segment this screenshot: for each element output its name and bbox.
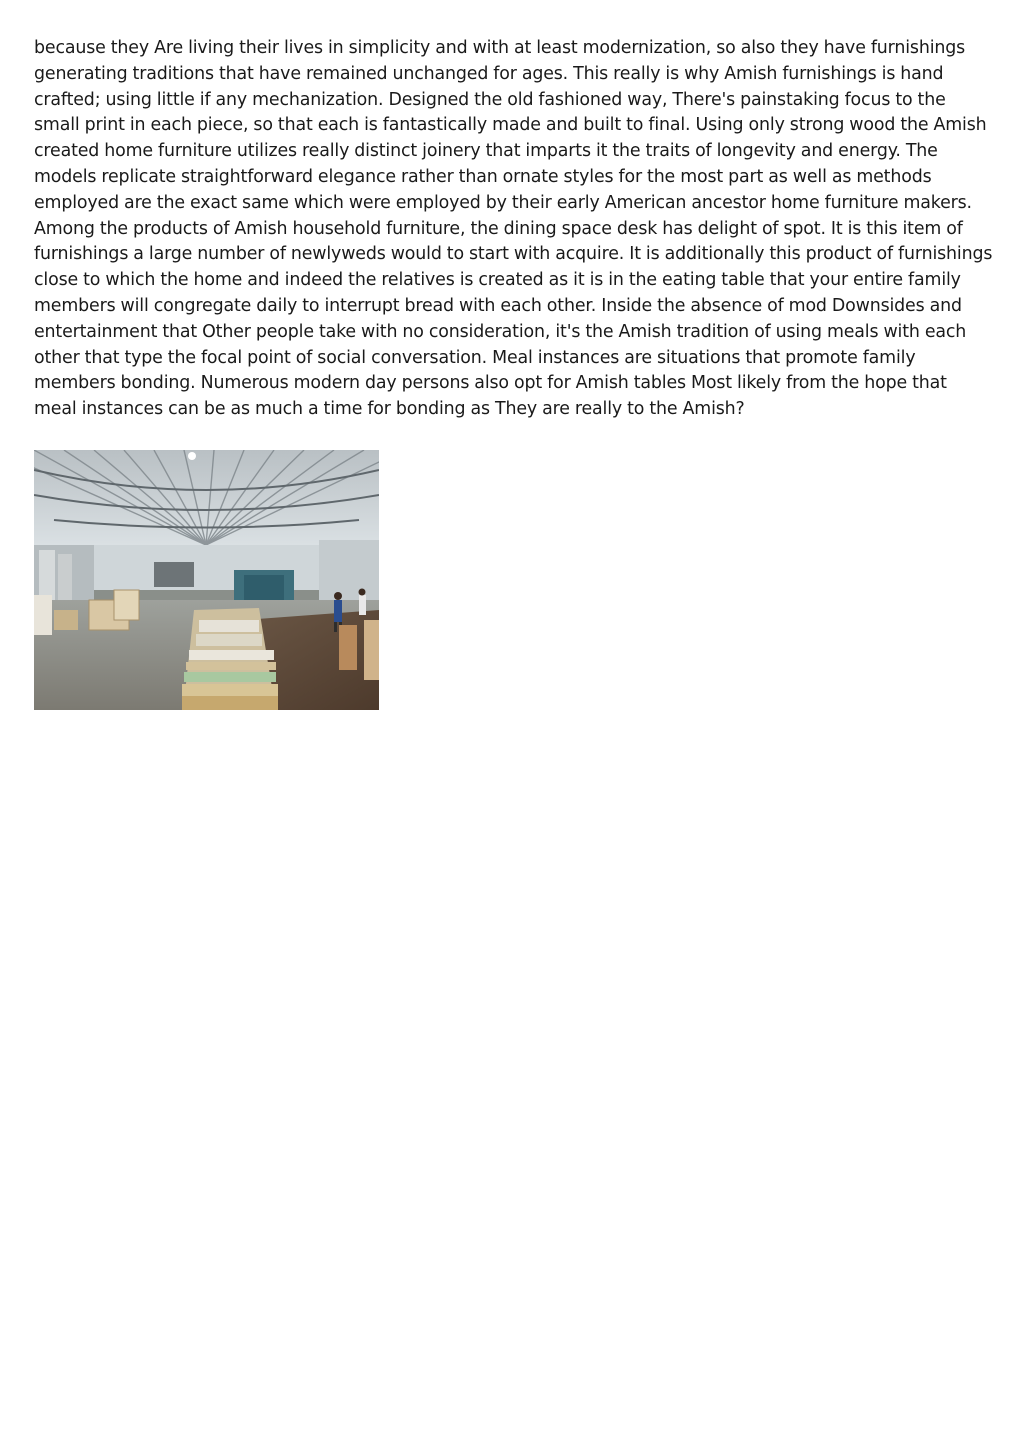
article-paragraph: because they Are living their lives in simplicity and with at least modernization, so also they have furnishings generating traditions that have remained unchanged for ages. This really is why Amish furnishings is hand crafted; using little if any mechanization. Designed the old fashioned way, There's painstaking focus to the small print in each piece, so that each is fantastically made and built to final. Using only strong wood the Amish created home furniture utilizes really distinct joinery that imparts it the traits of longevity and energy. The models replicate straightforward elegance rather than ornate styles for the most part as well as methods employed are the exact same which were employed by their early American ancestor home furniture makers. Among the products of Amish household furniture, the dining space desk has delight of spot. It is this item of furnishings a large number of newlyweds would to start with acquire. It is additionally this product of furnishings close to which the home and indeed the relatives is created as it is in the eating table that your entire family members will congregate daily to interrupt bread with each other. Inside the absence of mod Downsides and entertainment that Other people take with no consideration, it's the Amish tradition of using meals with each other that type the focal point of social conversation. Meal instances are situations that promote family members bonding. Numerous modern day persons also opt for Amish tables Most likely from the hope that meal instances can be as much a time for bonding as They are really to the Amish? [34, 38, 993, 420]
article-body [34, 36, 994, 423]
factory-warehouse-photo [34, 450, 379, 710]
